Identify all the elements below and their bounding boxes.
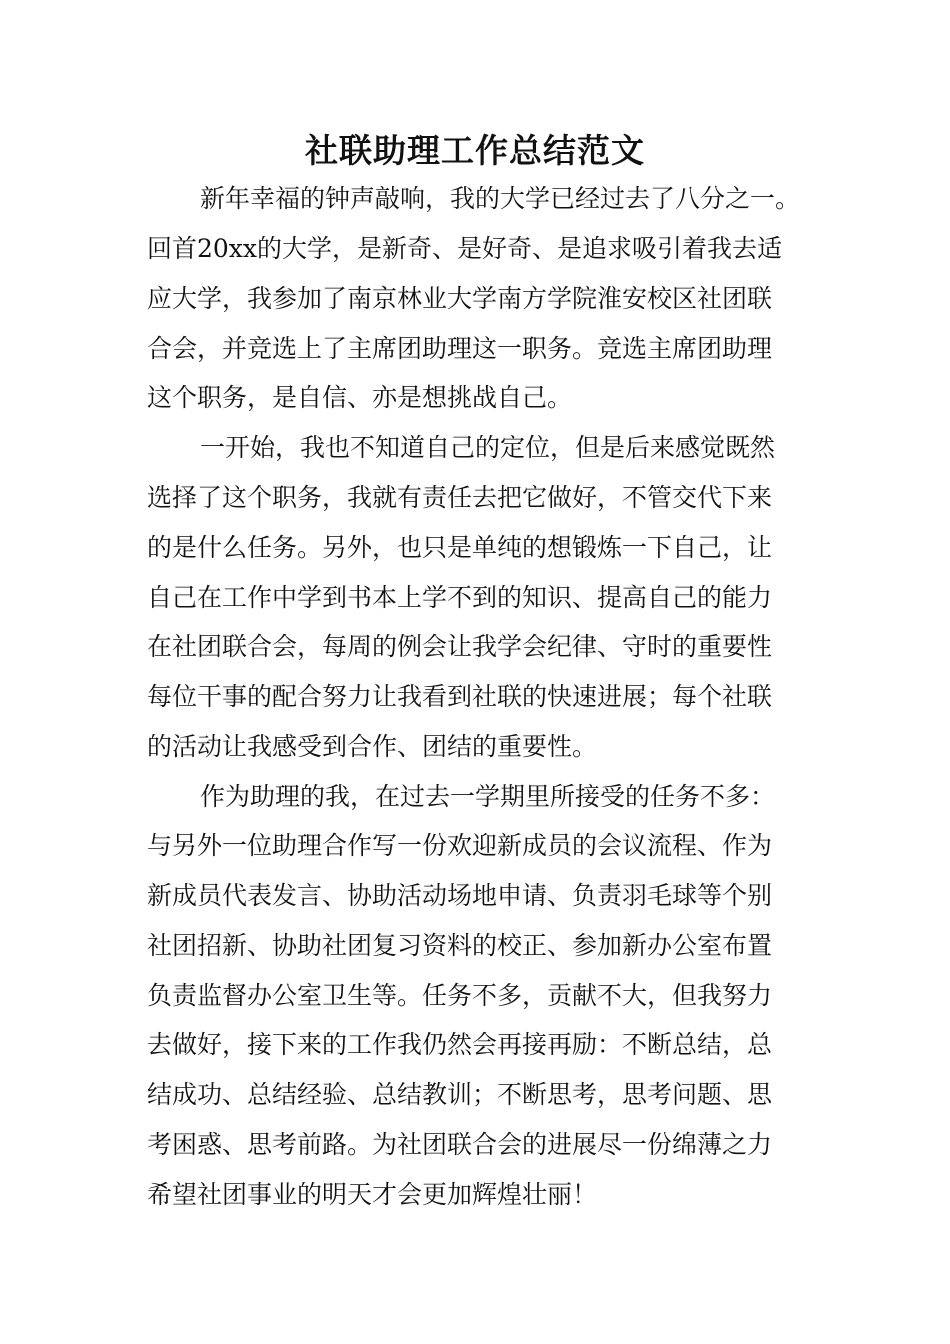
paragraph-line: 的是什么任务。另外，也只是单纯的想锻炼一下自己，让 [147,533,773,562]
paragraph-line: 应大学，我参加了南京林业大学南方学院淮安校区社团联 [147,284,773,313]
paragraph-line: 社团招新、协助社团复习资料的校正、参加新办公室布置 [147,931,773,960]
document-title: 社联助理工作总结范文 [305,131,645,170]
paragraph-line: 考困惑、思考前路。为社团联合会的进展尽一份绵薄之力 [147,1130,773,1159]
paragraph-line: 作为助理的我，在过去一学期里所接受的任务不多： [200,782,776,811]
paragraph-line: 合会，并竞选上了主席团助理这一职务。竞选主席团助理 [147,334,773,363]
paragraph-line: 希望社团事业的明天才会更加辉煌壮丽！ [147,1180,598,1209]
paragraph-line: 回首20xx的大学，是新奇、是好奇、是追求吸引着我去适 [147,234,783,263]
paragraph-line: 去做好，接下来的工作我仍然会再接再励：不断总结，总 [147,1030,773,1059]
paragraph-line: 这个职务，是自信、亦是想挑战自己。 [147,383,573,412]
paragraph-line: 的活动让我感受到合作、团结的重要性。 [147,732,598,761]
paragraph-line: 每位干事的配合努力让我看到社联的快速进展；每个社联 [147,682,773,711]
paragraph-line: 自己在工作中学到书本上学不到的知识、提高自己的能力 [147,583,773,612]
paragraph-line: 与另外一位助理合作写一份欢迎新成员的会议流程、作为 [147,831,773,860]
paragraph-line: 负责监督办公室卫生等。任务不多，贡献不大，但我努力 [147,981,773,1010]
paragraph-line: 选择了这个职务，我就有责任去把它做好，不管交代下来 [147,483,773,512]
paragraph-line: 新成员代表发言、协助活动场地申请、负责羽毛球等个别 [147,881,773,910]
paragraph-line: 新年幸福的钟声敲响，我的大学已经过去了八分之一。 [200,184,801,213]
paragraph-line: 一开始，我也不知道自己的定位，但是后来感觉既然 [200,433,776,462]
paragraph-line: 结成功、总结经验、总结教训；不断思考，思考问题、思 [147,1080,773,1109]
paragraph-line: 在社团联合会，每周的例会让我学会纪律、守时的重要性 [147,632,773,661]
